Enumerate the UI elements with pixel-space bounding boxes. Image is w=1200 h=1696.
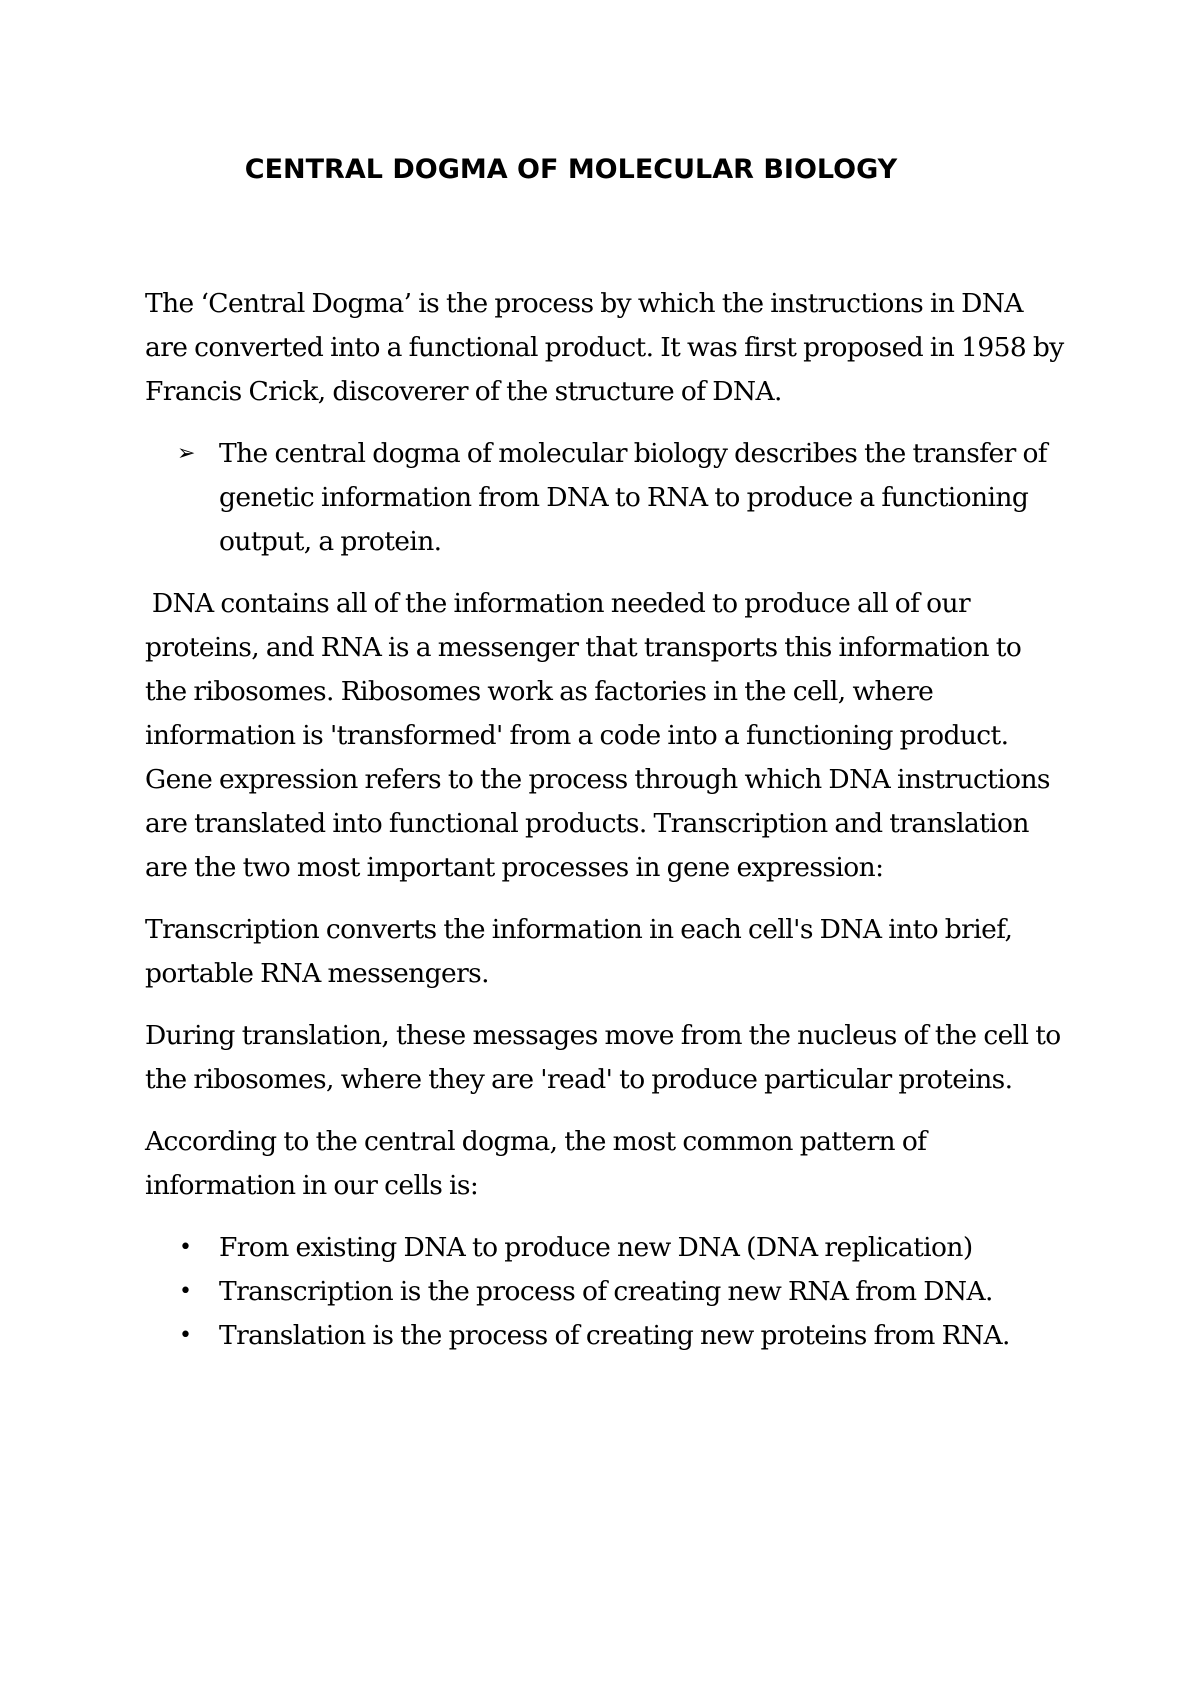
transcription-paragraph: Transcription converts the information in each cell's DNA into brief, portable RNA messengers. — [145, 914, 1013, 989]
dna-information-paragraph: DNA contains all of the information needed to produce all of our proteins, and RNA is a messenger that transports this information to the ribosomes. Ribosomes work as factories in the cell, where information is 'transformed' from a code into a functioning product. Gene expression refers to the process through which DNA instructions are translated into functional products. Transcription and translation are the two most important processes in gene expression: — [145, 588, 1057, 883]
document-body — [145, 282, 1065, 1358]
arrow-list — [145, 432, 1065, 564]
bullet-icon: • — [179, 1279, 192, 1304]
arrow-list-item — [177, 432, 1065, 564]
bullet-icon: • — [179, 1235, 192, 1260]
bullet-list-item-text: From existing DNA to produce new DNA (DNA replication) — [219, 1232, 973, 1263]
translation-paragraph: During translation, these messages move from the nucleus of the cell to the ribosomes, where they are 'read' to produce particular proteins. — [145, 1020, 1061, 1095]
bullet-list-item-text: Translation is the process of creating new proteins from RNA. — [219, 1320, 1010, 1351]
intro-paragraph: The ‘Central Dogma’ is the process by which the instructions in DNA are converted into a functional product. It was first proposed in 1958 by Francis Crick, discoverer of the structure of DNA. — [145, 288, 1064, 407]
arrow-bullet-icon: ➢ — [177, 441, 195, 466]
bullet-list-item-text: Transcription is the process of creating new RNA from DNA. — [219, 1276, 993, 1307]
arrow-list-item-text: The central dogma of molecular biology describes the transfer of genetic information from DNA to RNA to produce a functioning output, a protein. — [219, 438, 1048, 557]
document-title: CENTRAL DOGMA OF MOLECULAR BIOLOGY — [244, 154, 898, 185]
bullet-icon: • — [179, 1323, 192, 1348]
pattern-paragraph: According to the central dogma, the most common pattern of information in our cells is: — [145, 1126, 927, 1201]
bullet-list — [145, 1226, 1065, 1358]
bullet-list-item — [179, 1270, 1065, 1314]
bullet-list-item — [179, 1314, 1065, 1358]
bullet-list-item — [179, 1226, 1065, 1270]
